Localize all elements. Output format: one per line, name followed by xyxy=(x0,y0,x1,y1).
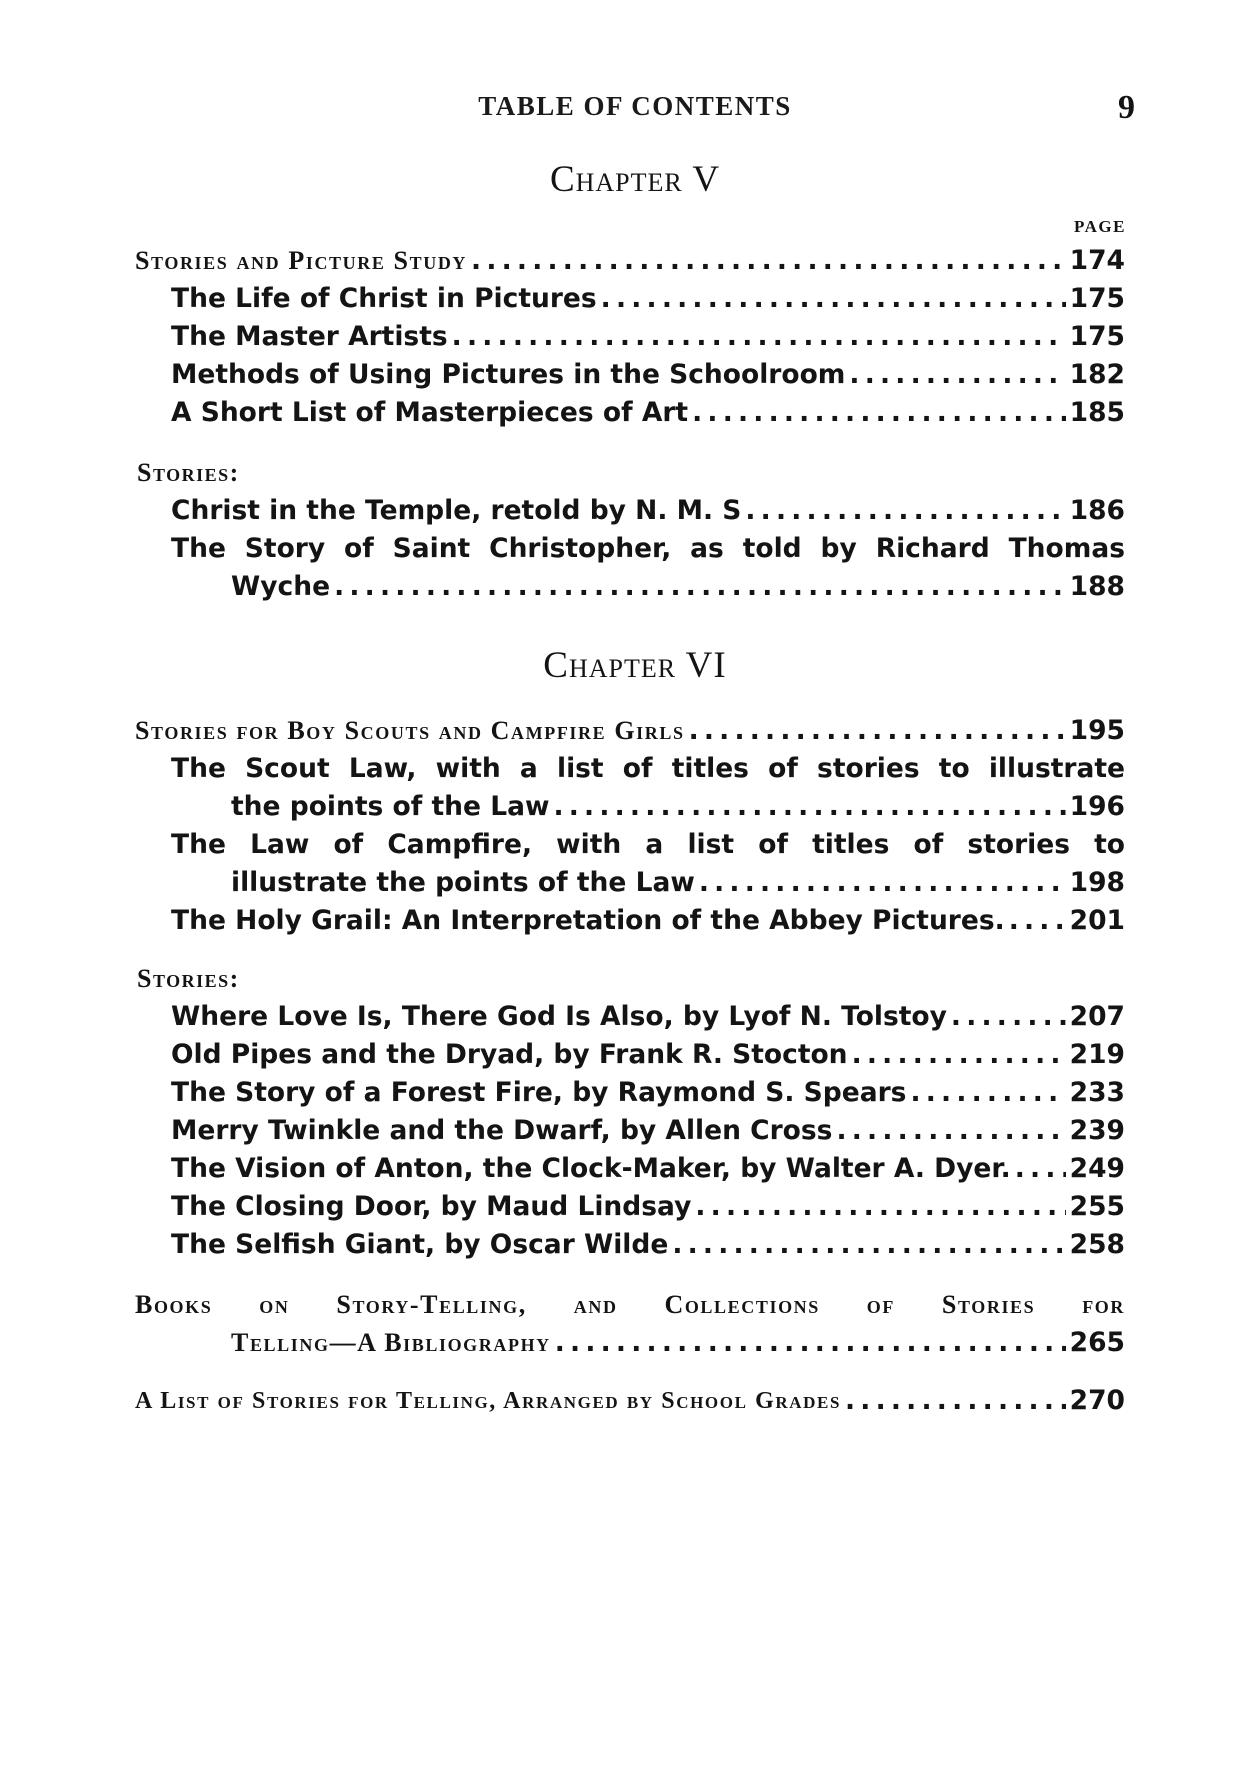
entry-page-number: 182 xyxy=(1069,359,1125,390)
dot-leader xyxy=(852,1036,1066,1074)
entry-page-number: 265 xyxy=(1069,1327,1125,1358)
toc-entry[interactable]: Old Pipes and the Dryad, by Frank R. Stocton . . . 219 xyxy=(135,1036,1125,1074)
toc-entry[interactable]: The Life of Christ in Pictures . . . 175 xyxy=(135,280,1125,318)
toc-entry-continuation[interactable]: Wyche . . . 188 xyxy=(135,568,1125,606)
toc-entry[interactable]: The Master Artists . . . 175 xyxy=(135,318,1125,356)
entry-page-number: 255 xyxy=(1069,1191,1125,1222)
entry-page-number: 239 xyxy=(1069,1115,1125,1146)
dot-leader xyxy=(334,568,1066,606)
entry-page-number: 207 xyxy=(1069,1001,1125,1032)
toc-entry[interactable]: The Story of a Forest Fire, by Raymond S. Spears . . . 233 xyxy=(135,1074,1125,1112)
entry-page-number: 258 xyxy=(1069,1229,1125,1260)
page-column-label: PAGE xyxy=(1074,217,1126,236)
toc-entry-first-line[interactable]: The Story of Saint Christopher, as told by Richard Thomas xyxy=(171,533,1125,564)
dot-leader xyxy=(672,1226,1065,1264)
page-number: 9 xyxy=(1118,89,1135,126)
dot-leader xyxy=(452,318,1066,356)
dot-leader xyxy=(910,1074,1065,1112)
dot-leader xyxy=(951,998,1066,1036)
toc-entry[interactable]: The Closing Door, by Maud Lindsay . . . 255 xyxy=(135,1188,1125,1226)
dot-leader xyxy=(849,356,1065,394)
entry-page-number: 270 xyxy=(1069,1385,1125,1416)
dot-leader xyxy=(845,1382,1066,1420)
toc-entry-first-line[interactable]: The Law of Campfire, with a list of titles of stories to xyxy=(171,829,1125,860)
entry-page-number: 186 xyxy=(1069,495,1125,526)
running-title: TABLE OF CONTENTS xyxy=(478,91,792,121)
toc-entry[interactable]: The Vision of Anton, the Clock-Maker, by Walter A. Dyer. . . . 249 xyxy=(135,1150,1125,1188)
dot-leader xyxy=(555,1324,1066,1362)
toc-section-entry[interactable]: Stories for Boy Scouts and Campfire Girls . . . 195 xyxy=(135,712,1125,750)
toc-entry-continuation[interactable]: Telling—A Bibliography . . . 265 xyxy=(135,1324,1125,1362)
running-head xyxy=(135,86,1135,126)
dot-leader xyxy=(1015,1150,1066,1188)
dot-leader xyxy=(699,864,1066,902)
dot-leader xyxy=(601,280,1066,318)
dot-leader xyxy=(1009,902,1066,940)
toc-entry[interactable]: The Selfish Giant, by Oscar Wilde . . . 258 xyxy=(135,1226,1125,1264)
toc-entry[interactable]: Where Love Is, There God Is Also, by Lyof N. Tolstoy . . . 207 xyxy=(135,998,1125,1036)
entry-page-number: 174 xyxy=(1069,245,1125,276)
toc-entry-first-line[interactable]: The Scout Law, with a list of titles of stories to illustrate xyxy=(171,753,1125,784)
entry-page-number: 233 xyxy=(1069,1077,1125,1108)
dot-leader xyxy=(745,492,1065,530)
toc-entry[interactable]: Merry Twinkle and the Dwarf, by Allen Cross . . . 239 xyxy=(135,1112,1125,1150)
dot-leader xyxy=(689,712,1066,750)
toc-section-entry[interactable]: Stories and Picture Study . . . 174 xyxy=(135,242,1125,280)
dot-leader xyxy=(471,242,1066,280)
entry-page-number: 201 xyxy=(1069,905,1125,936)
stories-label: Stories: xyxy=(137,458,240,487)
toc-section-entry[interactable]: A List of Stories for Telling, Arranged by School Grades . . . 270 xyxy=(135,1382,1125,1420)
entry-page-number: 219 xyxy=(1069,1039,1125,1070)
entry-page-number: 196 xyxy=(1069,791,1125,822)
entry-page-number: 175 xyxy=(1069,283,1125,314)
toc-entry-continuation[interactable]: illustrate the points of the Law . . . 198 xyxy=(135,864,1125,902)
toc-entry[interactable]: A Short List of Masterpieces of Art . . . 185 xyxy=(135,394,1125,432)
dot-leader xyxy=(695,1188,1065,1226)
entry-page-number: 188 xyxy=(1069,571,1125,602)
toc-entry[interactable]: The Holy Grail: An Interpretation of the Abbey Pictures. . . . 201 xyxy=(135,902,1125,940)
entry-page-number: 175 xyxy=(1069,321,1125,352)
entry-page-number: 195 xyxy=(1069,715,1125,746)
dot-leader xyxy=(692,394,1066,432)
entry-page-number: 185 xyxy=(1069,397,1125,428)
toc-entry[interactable]: Christ in the Temple, retold by N. M. S . . . 186 xyxy=(135,492,1125,530)
entry-page-number: 198 xyxy=(1069,867,1125,898)
dot-leader xyxy=(553,788,1065,826)
chapter-heading: Chapter VI xyxy=(543,645,727,686)
dot-leader xyxy=(836,1112,1065,1150)
toc-entry-first-line[interactable]: Books on Story-Telling, and Collections of Stories for xyxy=(135,1290,1125,1319)
chapter-heading: Chapter V xyxy=(549,159,721,200)
stories-label: Stories: xyxy=(137,964,240,993)
toc-entry[interactable]: Methods of Using Pictures in the Schoolroom . . . 182 xyxy=(135,356,1125,394)
toc-entry-continuation[interactable]: the points of the Law . . . 196 xyxy=(135,788,1125,826)
entry-page-number: 249 xyxy=(1069,1153,1125,1184)
